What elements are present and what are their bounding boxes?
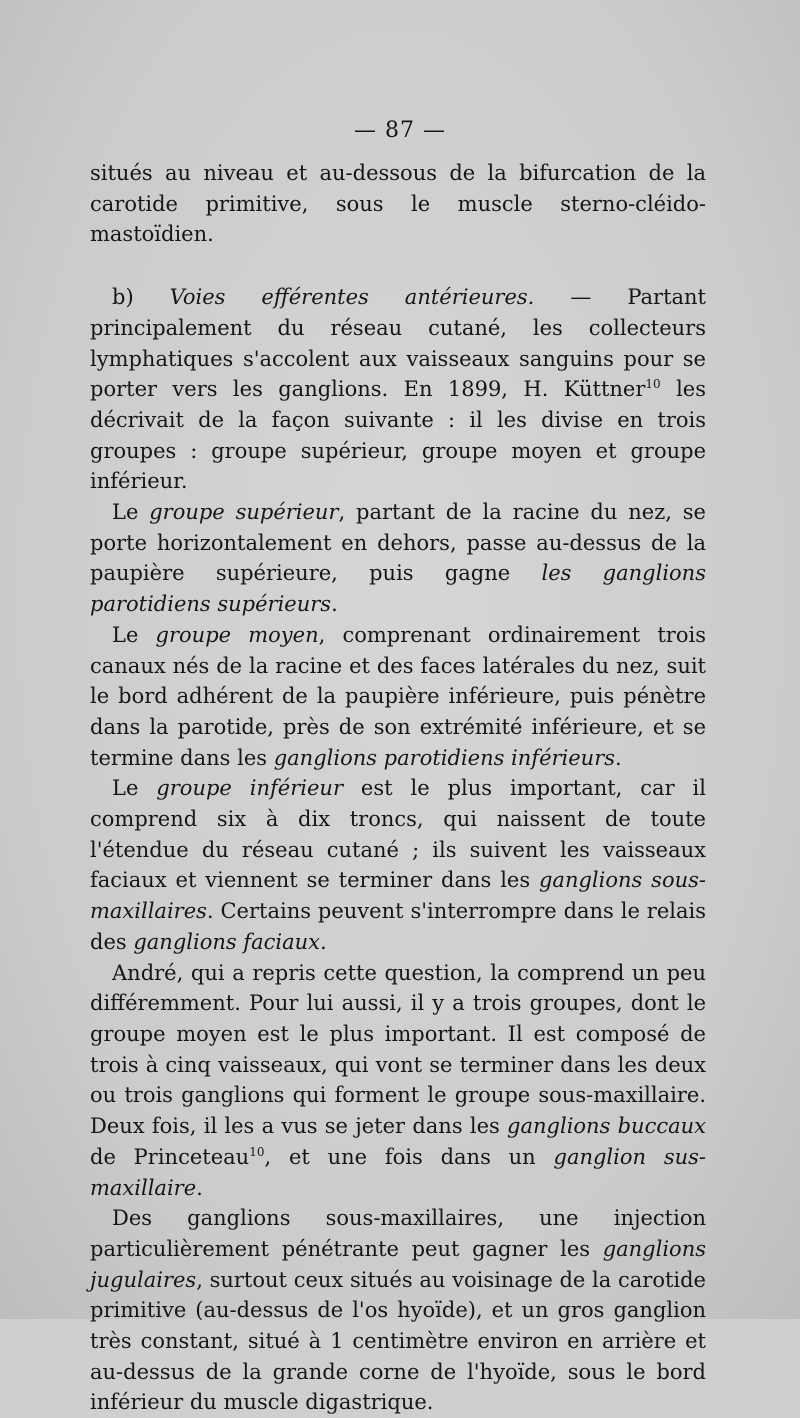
italic-term: ganglions jugulaires bbox=[90, 1236, 706, 1292]
text-run: Le bbox=[112, 500, 150, 525]
text-run: est le plus important, car il comprend six à dix troncs, qui naissent de toute l'étendue du réseau cutané ; ils suivent les vaisseaux faciaux et viennent se terminer dans les bbox=[90, 776, 706, 893]
text-run: b) bbox=[112, 285, 170, 310]
text-run: , comprenant ordinairement trois canaux nés de la racine et des faces latérales du nez, suit le bord adhérent de la paupière inférieure, puis pénètre dans la parotide, près de son extrémité inférieure, et se termine dans les bbox=[90, 622, 706, 770]
italic-term: groupe supérieur bbox=[149, 500, 339, 525]
text-run: de Princeteau bbox=[90, 1144, 250, 1169]
body-text bbox=[90, 158, 706, 1418]
footnote-ref: 10 bbox=[249, 1144, 265, 1159]
footnote-ref: 10 bbox=[645, 377, 661, 392]
paragraph-continuation bbox=[90, 158, 706, 250]
text-run: , et une fois dans un bbox=[264, 1144, 554, 1169]
italic-term: ganglions sous-maxillaires bbox=[90, 868, 706, 924]
paragraph-groupe-moyen bbox=[90, 620, 706, 774]
italic-term: ganglion sus-maxillaire bbox=[90, 1144, 707, 1200]
text-run: André, qui a repris cette question, la comprend un peu différemment. Pour lui aussi, il y a trois groupes, dont le groupe moyen est le plus important. Il est composé de trois à cinq vaisseaux, qui vont se terminer dans les deux ou trois ganglions qui forment le groupe sous-maxillaire. Deux fois, il les a vus se jeter dans les bbox=[90, 960, 706, 1139]
section-heading: Voies efférentes antérieures. bbox=[169, 285, 535, 310]
text-run: les décrivait de la façon suivante : il les divise en trois groupes : groupe supérieur, groupe moyen et groupe inférieur. bbox=[90, 377, 706, 494]
text-run: . bbox=[331, 592, 338, 617]
italic-term: ganglions parotidiens inférieurs bbox=[273, 745, 616, 770]
italic-term: les ganglions parotidiens supérieurs bbox=[90, 561, 706, 617]
text-run: . Certains peuvent s'interrompre dans le relais des bbox=[90, 899, 706, 954]
paragraph-efferent-heading bbox=[90, 282, 706, 497]
italic-term: ganglions faciaux bbox=[133, 929, 320, 954]
text-run: — Partant principalement du réseau cutané, les collecteurs lymphatiques s'accolent aux vaisseaux sanguins pour se porter vers les ganglions. En 1899, H. Küttner bbox=[90, 285, 706, 402]
italic-term: ganglions buccaux bbox=[507, 1114, 706, 1139]
paragraph-jugulaires bbox=[90, 1203, 706, 1418]
text-run: Le bbox=[112, 776, 157, 801]
italic-term: groupe moyen bbox=[155, 622, 319, 647]
paragraph-groupe-superieur bbox=[90, 497, 706, 620]
paragraph-groupe-inferieur bbox=[90, 773, 706, 957]
text-run: , surtout ceux situés au voisinage de la carotide primitive (au-dessus de l'os hyoïde), et un gros ganglion très constant, situé à 1 centimètre environ en arrière et au-dessus de la grande corne de l'hyoïde, sous le bord inférieur du muscle digastrique. bbox=[90, 1267, 706, 1415]
text-run: Des ganglions sous-maxillaires, une injection particulièrement pénétrante peut gagner les bbox=[90, 1206, 706, 1261]
text-run: situés au niveau et au-dessous de la bifurcation de la carotide primitive, sous le muscle sterno-cléido-mastoïdien. bbox=[90, 161, 706, 247]
text-run: . bbox=[319, 929, 327, 954]
page-number: — 87 — bbox=[354, 118, 446, 143]
text-run: . bbox=[615, 745, 622, 770]
text-run: . bbox=[196, 1175, 203, 1200]
italic-term: groupe inférieur bbox=[156, 776, 343, 801]
paragraph-andre bbox=[90, 958, 706, 1204]
text-run: , partant de la racine du nez, se porte horizontalement en dehors, passe au-dessus de la paupière supérieure, puis gagne bbox=[90, 500, 706, 586]
text-run: Le bbox=[112, 622, 156, 647]
